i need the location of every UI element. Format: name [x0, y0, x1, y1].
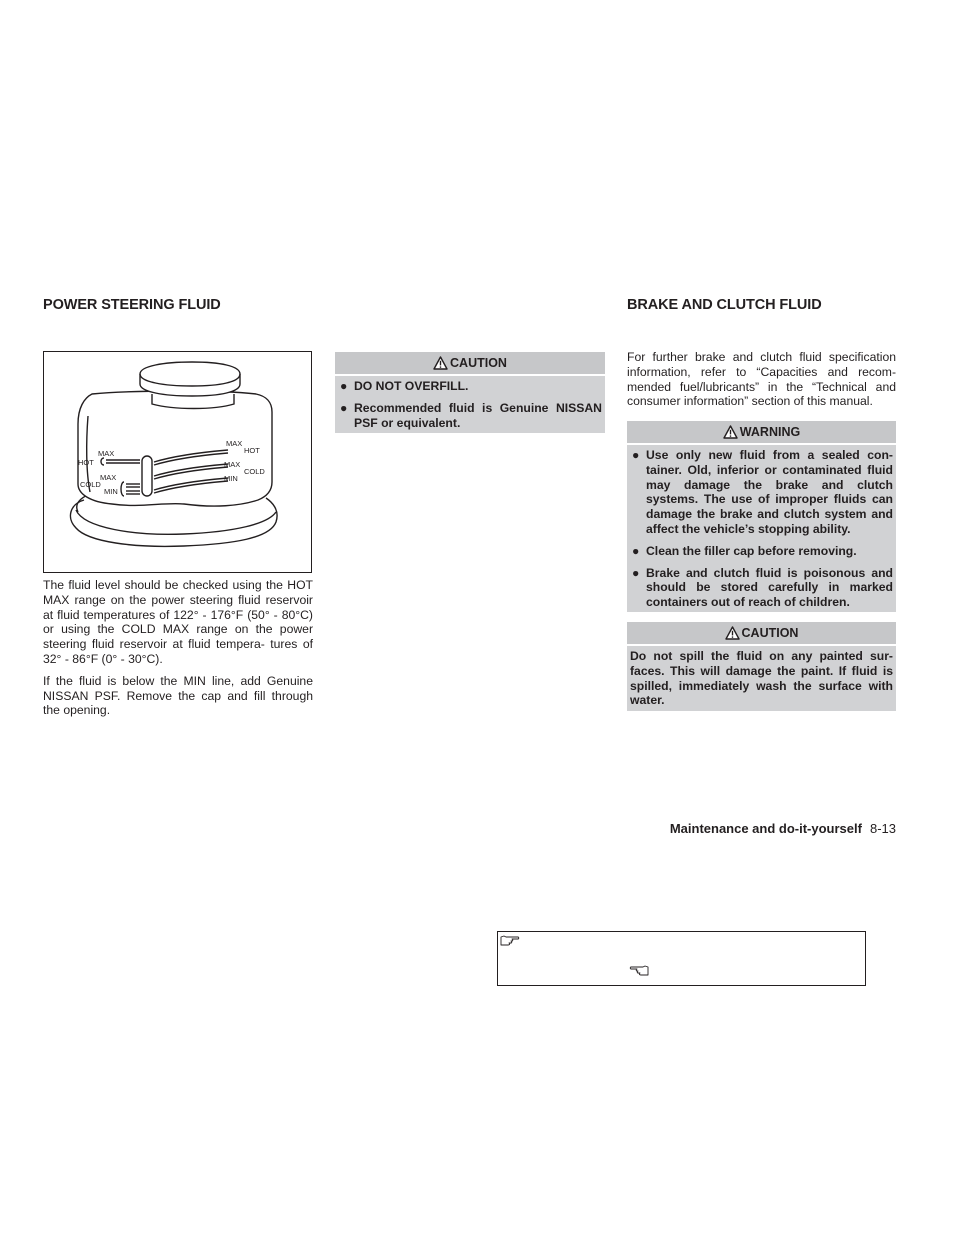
reservoir-drawing [44, 352, 311, 572]
label-max-left-top: MAX [98, 449, 115, 458]
page-footer [560, 821, 896, 836]
warning-item: ● Brake and clutch fluid is poisonous and should be stored carefully in marked containers out of reach of children. [632, 565, 893, 610]
brake-clutch-heading: BRAKE AND CLUTCH FLUID [627, 297, 822, 313]
label-max-right-top: MAX [226, 439, 243, 448]
label-cold-right: COLD [244, 467, 265, 476]
caution-header [627, 622, 896, 646]
caution-box-power-steering [335, 352, 605, 433]
bullet-dot-icon: ● [340, 400, 348, 415]
label-hot-right: HOT [244, 446, 260, 455]
caution-header [335, 352, 605, 376]
bullet-dot-icon: ● [340, 379, 348, 393]
caution-title: CAUTION [741, 626, 799, 640]
caution-box-brake [627, 622, 896, 711]
label-max-right-mid: MAX [224, 460, 241, 469]
bullet-dot-icon: ● [632, 543, 640, 558]
power-steering-heading: POWER STEERING FLUID [43, 297, 221, 313]
label-min-left: MIN [104, 487, 118, 496]
warning-item: ● Use only new fluid from a sealed con- tainer. Old, inferior or contaminated fluid may damage the brake and clutch systems. The use of improper fluids can damage the brake and clutch system and affect the vehicle’s stopping ability. [632, 448, 893, 536]
label-hot-left: HOT [78, 458, 94, 467]
pointing-hand-icon [629, 965, 649, 977]
warning-triangle-icon [725, 626, 740, 640]
warning-header [627, 421, 896, 445]
caution-title: CAUTION [450, 356, 507, 370]
warning-triangle-icon [723, 425, 738, 439]
warning-triangle-icon [433, 356, 448, 370]
warning-title: WARNING [739, 425, 801, 439]
page-number: 8-13 [869, 821, 896, 836]
reservoir-illustration [43, 351, 312, 573]
power-steering-paragraph-2: If the fluid is below the MIN line, add Genuine NISSAN PSF. Remove the cap and fill through the opening. [43, 673, 313, 718]
caution-item: ● DO NOT OVERFILL. [340, 379, 469, 393]
bullet-dot-icon: ● [632, 565, 640, 580]
reference-note-box [497, 931, 866, 986]
footer-section-title: Maintenance and do-it-yourself [669, 821, 862, 836]
power-steering-paragraph-1: The fluid level should be checked using the HOT MAX range on the power steering fluid reservoir at fluid temperatures of 122° - 176°F (50° - 80°C) or using the COLD MAX range on the power steering fluid reservoir at fluid tempera- tures of 32° - 86°F (0° - 30°C). [43, 578, 313, 666]
bullet-dot-icon: ● [632, 448, 640, 462]
pointing-hand-icon [500, 935, 520, 947]
warning-item: ● Clean the filler cap before removing. [632, 543, 857, 558]
brake-clutch-intro: For further brake and clutch fluid specification information, refer to “Capacities and recom- mended fuel/lubricants” in the “Technical and consumer information” section of this manual. [627, 350, 896, 409]
label-min-right: MIN [224, 474, 238, 483]
caution-item: ● Recommended fluid is Genuine NISSAN PSF or equivalent. [340, 400, 602, 430]
label-cold-left: COLD [80, 480, 101, 489]
warning-box [627, 421, 896, 612]
caution-text: Do not spill the fluid on any painted sur- faces. This will damage the paint. If fluid is spilled, immediately wash the surface with water. [630, 649, 893, 708]
label-max-left-mid: MAX [100, 473, 117, 482]
